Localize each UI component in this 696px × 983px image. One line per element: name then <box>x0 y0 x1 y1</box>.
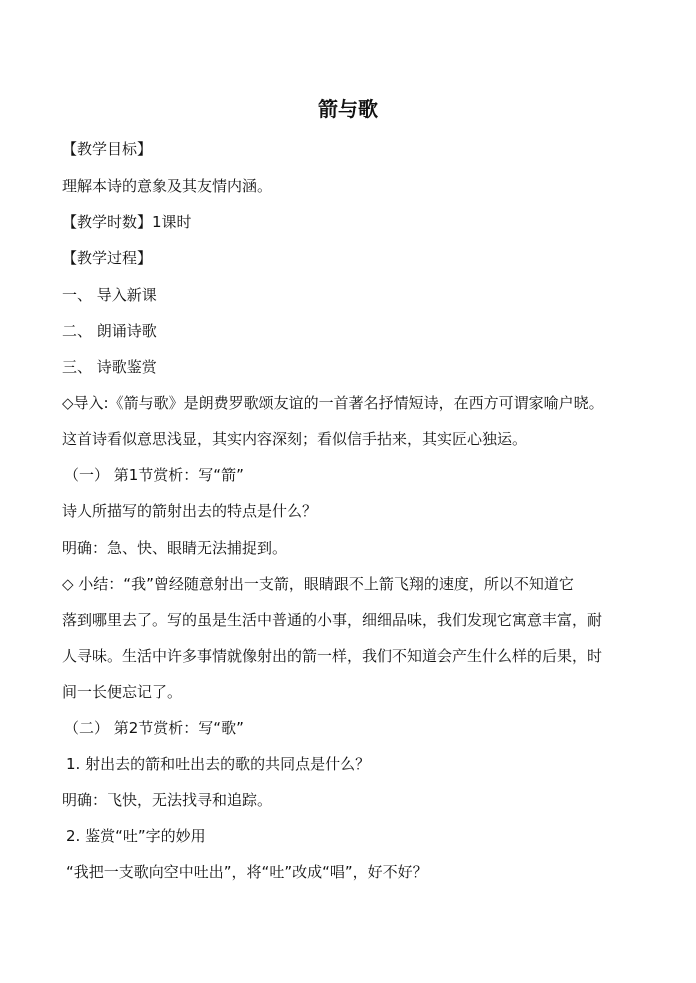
summary-line-1: ◇ 小结：“我”曾经随意射出一支箭，眼睛跟不上箭飞翔的速度，所以不知道它 <box>62 575 574 593</box>
intro-paragraph-line-2: 这首诗看似意思浅显，其实内容深刻；看似信手拈来，其实匠心独运。 <box>62 430 528 448</box>
summary-line-2: 落到哪里去了。写的虽是生活中普通的小事，细细品味，我们发现它寓意丰富，耐 <box>62 611 603 629</box>
section-heading-process: 【教学过程】 <box>62 249 153 267</box>
process-step-1: 一、 导入新课 <box>62 286 157 304</box>
document-title: 箭与歌 <box>318 97 378 121</box>
question-3: 2. 鉴赏“吐”字的妙用 <box>66 827 206 845</box>
process-step-2: 二、 朗诵诗歌 <box>62 322 157 340</box>
answer-1: 明确：急、快、眼睛无法捕捉到。 <box>62 539 288 557</box>
answer-2: 明确：飞快，无法找寻和追踪。 <box>62 791 273 809</box>
summary-line-3: 人寻味。生活中许多事情就像射出的箭一样，我们不知道会产生什么样的后果，时 <box>62 647 603 665</box>
section-heading-objectives: 【教学目标】 <box>62 140 153 158</box>
teaching-hours: 【教学时数】1课时 <box>62 213 192 231</box>
subsection-heading-1: （一） 第1节赏析：写“箭” <box>64 466 244 484</box>
question-3-detail: “我把一支歌向空中吐出”，将“吐”改成“唱”，好不好？ <box>66 863 428 881</box>
summary-line-4: 间一长便忘记了。 <box>62 683 183 701</box>
subsection-heading-2: （二） 第2节赏析：写“歌” <box>64 719 244 737</box>
process-step-3: 三、 诗歌鉴赏 <box>62 358 157 376</box>
question-2: 1. 射出去的箭和吐出去的歌的共同点是什么？ <box>66 755 371 773</box>
question-1: 诗人所描写的箭射出去的特点是什么？ <box>62 502 318 520</box>
intro-paragraph-line-1: ◇导入:《箭与歌》是朗费罗歌颂友谊的一首著名抒情短诗，在西方可谓家喻户晓。 <box>62 394 604 412</box>
objective-text: 理解本诗的意象及其友情内涵。 <box>62 177 273 195</box>
